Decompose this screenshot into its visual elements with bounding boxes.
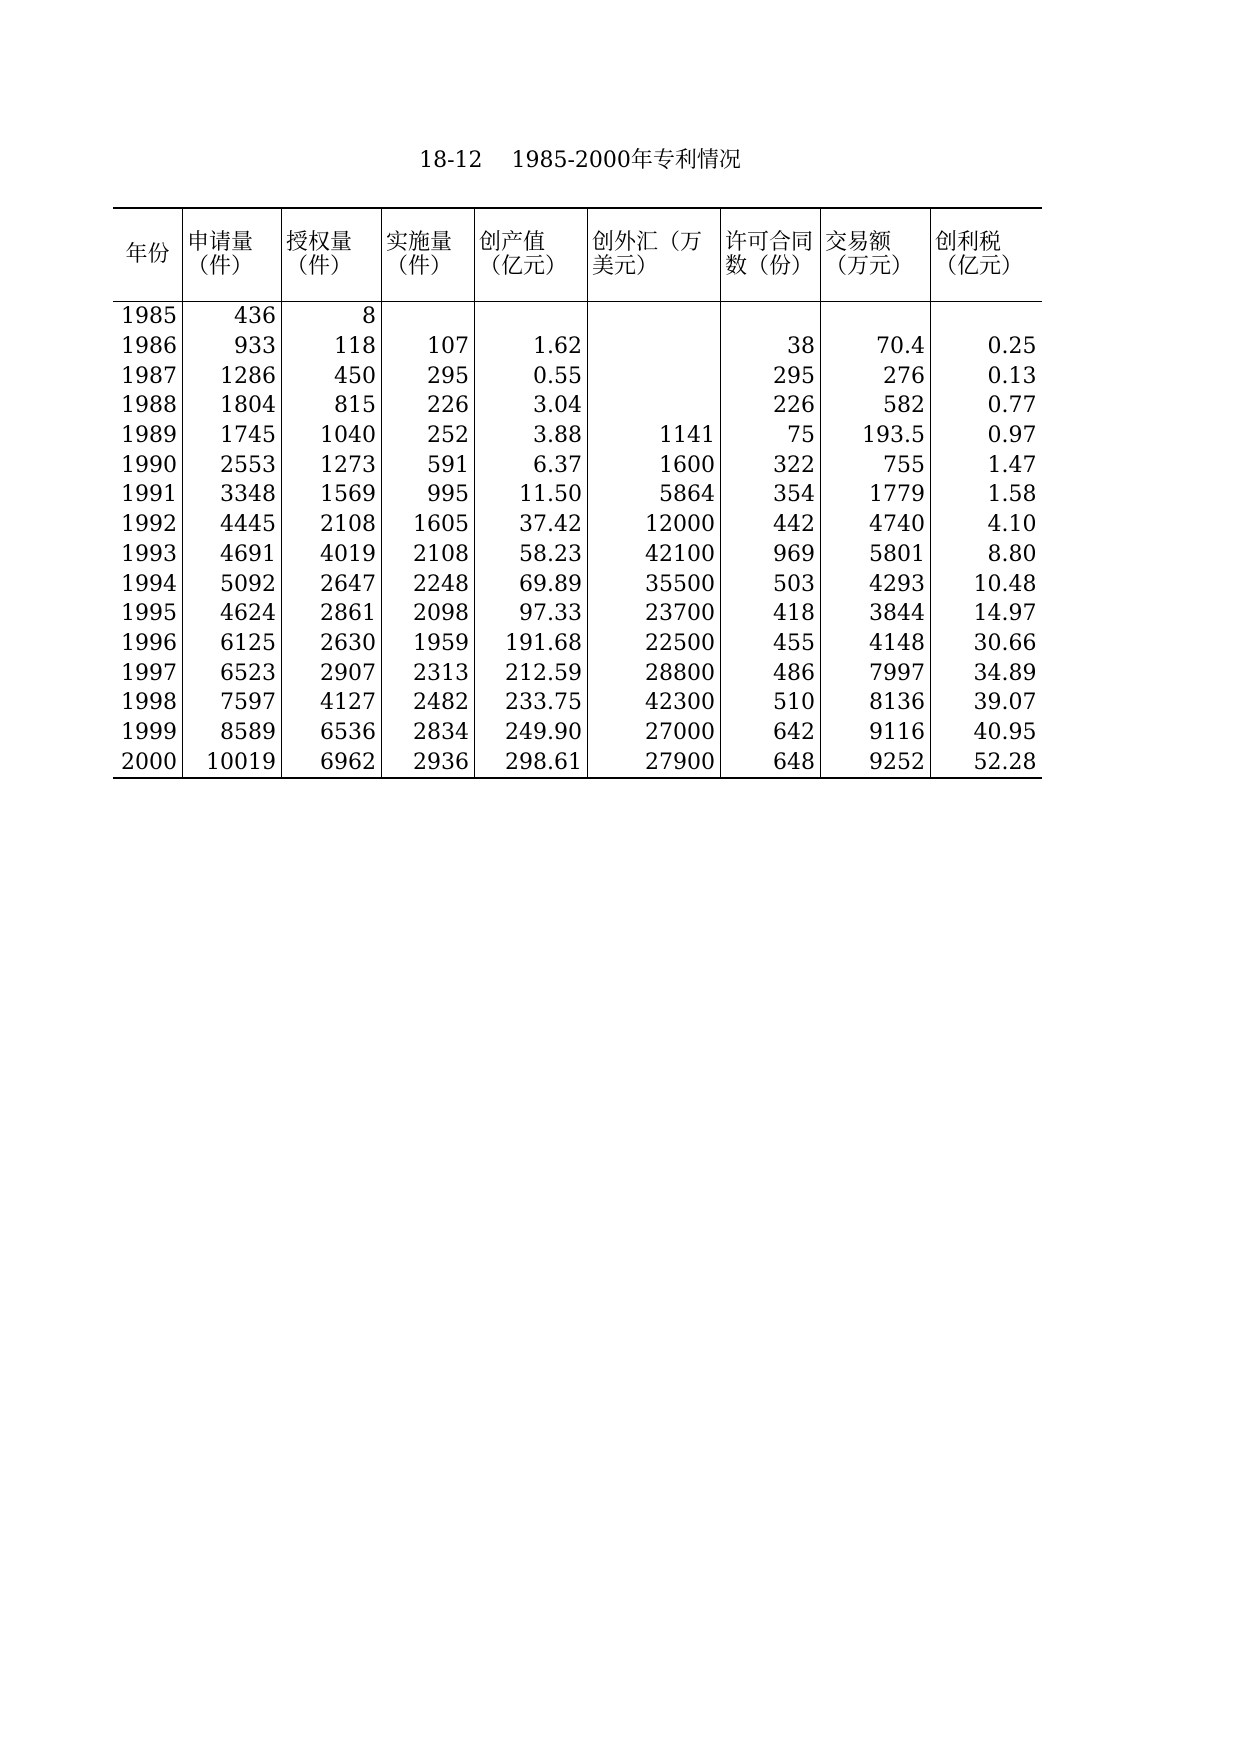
table-cell: 5092 [183,569,282,599]
table-cell: 11.50 [475,480,588,510]
table-cell: 249.90 [475,718,588,748]
table-cell: 642 [721,718,821,748]
table-cell: 3.88 [475,421,588,451]
table-cell: 933 [183,332,282,362]
table-cell: 4740 [821,510,931,540]
table-cell: 2108 [382,540,475,570]
table-cell [931,302,1042,332]
table-cell: 1.62 [475,332,588,362]
table-cell: 295 [382,361,475,391]
table-cell: 58.23 [475,540,588,570]
table-cell: 1.58 [931,480,1042,510]
table-cell: 6125 [183,629,282,659]
table-cell: 5801 [821,540,931,570]
table-row [113,361,1042,391]
table-cell [588,302,721,332]
year-cell: 2000 [113,747,183,778]
table-cell: 12000 [588,510,721,540]
year-cell: 1996 [121,630,177,656]
table-cell: 503 [721,569,821,599]
table-cell: 7997 [821,658,931,688]
table-cell: 2248 [382,569,475,599]
table-cell: 0.25 [931,332,1042,362]
table-cell: 1286 [183,361,282,391]
table-cell: 4293 [821,569,931,599]
table-cell: 69.89 [475,569,588,599]
table-body [113,302,1042,779]
header-row [113,208,1042,302]
table-cell [588,391,721,421]
table-cell: 34.89 [931,658,1042,688]
table-cell: 418 [721,599,821,629]
table-cell: 1605 [382,510,475,540]
table-cell: 0.55 [475,361,588,391]
table-cell: 193.5 [821,421,931,451]
table-cell: 10019 [183,747,282,778]
table-row [113,747,1042,778]
table-row [113,629,1042,659]
table-cell: 27000 [588,718,721,748]
column-header: 实施量（件） [382,208,475,302]
table-row [113,391,1042,421]
column-header: 创外汇（万美元） [588,208,721,302]
table-cell: 97.33 [475,599,588,629]
table-row [113,599,1042,629]
table-cell: 442 [721,510,821,540]
table-row [113,658,1042,688]
table-row [113,569,1042,599]
table-cell: 4691 [183,540,282,570]
table-cell: 1745 [183,421,282,451]
table-cell: 2647 [282,569,382,599]
table-cell [382,302,475,332]
column-header: 创产值（亿元） [475,208,588,302]
table-cell: 10.48 [931,569,1042,599]
table-cell: 23700 [588,599,721,629]
year-cell: 1991 [121,482,177,508]
table-cell: 38 [721,332,821,362]
table-cell: 2313 [382,658,475,688]
table-cell: 40.95 [931,718,1042,748]
table-cell: 70.4 [821,332,931,362]
table-cell: 75 [721,421,821,451]
table-cell: 226 [382,391,475,421]
table-cell: 2630 [282,629,382,659]
table-cell: 52.28 [931,747,1042,778]
table-row [113,421,1042,451]
table-cell: 2098 [382,599,475,629]
table-cell: 8.80 [931,540,1042,570]
patent-table [113,207,1042,779]
table-cell: 510 [721,688,821,718]
table-cell: 0.77 [931,391,1042,421]
table-cell: 14.97 [931,599,1042,629]
table-cell: 1040 [282,421,382,451]
table-cell [721,302,821,332]
table-cell: 9116 [821,718,931,748]
table-cell: 0.13 [931,361,1042,391]
table-cell: 354 [721,480,821,510]
table-cell: 276 [821,361,931,391]
table-cell: 2861 [282,599,382,629]
table-cell: 9252 [821,747,931,778]
table-cell: 591 [382,450,475,480]
column-header: 授权量（件） [282,208,382,302]
table-cell: 4624 [183,599,282,629]
table-cell: 3348 [183,480,282,510]
table-cell: 4148 [821,629,931,659]
table-cell: 107 [382,332,475,362]
table-cell [475,302,588,332]
table-cell: 233.75 [475,688,588,718]
table-cell: 1804 [183,391,282,421]
table-cell: 212.59 [475,658,588,688]
year-cell: 1985 [121,304,177,330]
column-header: 申请量（件） [183,208,282,302]
year-cell: 1989 [121,423,177,449]
table-cell: 8136 [821,688,931,718]
table-cell [821,302,931,332]
table-cell: 2108 [282,510,382,540]
table-row [113,540,1042,570]
table-cell: 2936 [382,747,475,778]
table-cell: 322 [721,450,821,480]
table-row [113,688,1042,718]
table-cell: 252 [382,421,475,451]
table-cell: 30.66 [931,629,1042,659]
table-cell: 436 [183,302,282,332]
table-cell: 2482 [382,688,475,718]
table-cell [588,361,721,391]
table-cell: 2834 [382,718,475,748]
table-cell: 815 [282,391,382,421]
table-row [113,510,1042,540]
table-cell: 0.97 [931,421,1042,451]
table-cell: 450 [282,361,382,391]
table-cell: 582 [821,391,931,421]
table-cell: 2553 [183,450,282,480]
year-cell: 1987 [121,363,177,389]
table-cell: 755 [821,450,931,480]
table-cell: 22500 [588,629,721,659]
table-cell: 42100 [588,540,721,570]
table-row [113,450,1042,480]
table-cell: 1959 [382,629,475,659]
table-cell: 3.04 [475,391,588,421]
column-header: 年份 [113,208,183,302]
page-title: 18-12 1985-2000年专利情况 [419,148,741,173]
table-cell: 1600 [588,450,721,480]
table-row [113,718,1042,748]
table-cell: 298.61 [475,747,588,778]
table-cell: 5864 [588,480,721,510]
table-cell: 39.07 [931,688,1042,718]
table-row [113,480,1042,510]
table-cell: 6523 [183,658,282,688]
table-cell: 191.68 [475,629,588,659]
year-cell: 1988 [121,393,177,419]
table-row [113,302,1042,332]
year-cell: 1993 [121,541,177,567]
column-header: 许可合同数（份） [721,208,821,302]
table-cell: 8589 [183,718,282,748]
column-header: 交易额（万元） [821,208,931,302]
table-row [113,332,1042,362]
table-cell: 8 [282,302,382,332]
year-cell: 1986 [121,334,177,360]
column-header: 创利税（亿元） [931,208,1042,302]
table-cell: 6536 [282,718,382,748]
table-cell: 226 [721,391,821,421]
year-cell: 1990 [121,452,177,478]
table-cell: 995 [382,480,475,510]
table-cell: 969 [721,540,821,570]
year-cell: 1997 [121,660,177,686]
table-cell: 35500 [588,569,721,599]
table-cell: 1141 [588,421,721,451]
year-cell: 1994 [121,571,177,597]
table-cell: 7597 [183,688,282,718]
table-cell: 1569 [282,480,382,510]
table-cell: 4.10 [931,510,1042,540]
table-cell: 1273 [282,450,382,480]
table-cell: 4019 [282,540,382,570]
table-cell: 455 [721,629,821,659]
table-cell: 6962 [282,747,382,778]
table-cell: 1.47 [931,450,1042,480]
table-cell [588,332,721,362]
table-cell: 42300 [588,688,721,718]
table-cell: 295 [721,361,821,391]
table-cell: 4127 [282,688,382,718]
table-cell: 4445 [183,510,282,540]
year-cell: 1992 [121,512,177,538]
year-cell: 1998 [121,690,177,716]
table-cell: 28800 [588,658,721,688]
table-cell: 37.42 [475,510,588,540]
table-cell: 486 [721,658,821,688]
table-cell: 2907 [282,658,382,688]
table-cell: 6.37 [475,450,588,480]
table-cell: 648 [721,747,821,778]
year-cell: 1999 [121,719,177,745]
year-cell: 1995 [121,601,177,627]
table-cell: 118 [282,332,382,362]
table-cell: 1779 [821,480,931,510]
table-cell: 3844 [821,599,931,629]
table-cell: 27900 [588,747,721,778]
